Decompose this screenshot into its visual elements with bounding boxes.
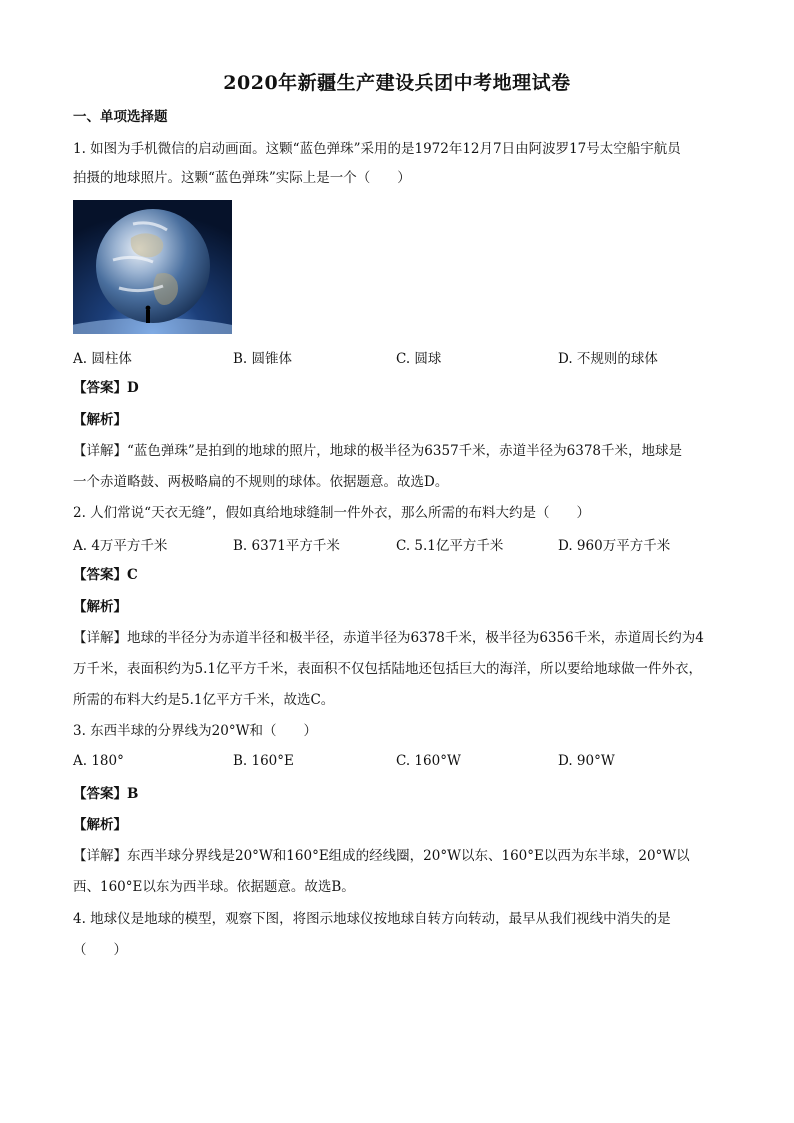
question-1-options xyxy=(73,347,733,367)
question-2-detail-line-3: 所需的布料大约是5.1亿平方千米，故选C。 xyxy=(73,692,335,708)
question-2-detail-line-2: 万千米，表面积约为5.1亿平方千米，表面积不仅包括陆地还包括巨大的海洋，所以要给地球做一件外衣， xyxy=(73,661,702,677)
question-1-detail-line-1: 【详解】“蓝色弹珠”是拍到的地球的照片，地球的极半径为6357千米，赤道半径为6378千米，地球是 xyxy=(73,443,683,459)
option-d: D. 960万平方千米 xyxy=(558,538,671,554)
option-b: B. 6371平方千米 xyxy=(233,538,340,554)
question-2-text-line-1: 2. 人们常说“天衣无缝”，假如真给地球缝制一件外衣，那么所需的布料大约是（ ） xyxy=(73,505,590,521)
question-2-analysis-label: 【解析】 xyxy=(73,599,127,615)
option-c: C. 160°W xyxy=(396,753,461,769)
option-a: A. 圆柱体 xyxy=(73,351,132,367)
question-1-answer: 【答案】D xyxy=(73,380,139,396)
option-b: B. 160°E xyxy=(233,753,294,769)
option-c: C. 5.1亿平方千米 xyxy=(396,538,504,554)
question-3-detail-line-2: 西、160°E以东为西半球。依据题意。故选B。 xyxy=(73,879,355,895)
question-1-text-line-2: 拍摄的地球照片。这颗“蓝色弹珠”实际上是一个（ ） xyxy=(73,170,411,186)
question-2-options xyxy=(73,534,733,554)
person-silhouette xyxy=(146,310,150,323)
question-3-text-line-1: 3. 东西半球的分界线为20°W和（ ） xyxy=(73,723,317,739)
question-3-analysis-label: 【解析】 xyxy=(73,817,127,833)
option-a: A. 4万平方千米 xyxy=(73,538,168,554)
option-d: D. 90°W xyxy=(558,753,615,769)
option-b: B. 圆锥体 xyxy=(233,351,293,367)
question-2-detail-line-1: 【详解】地球的半径分为赤道半径和极半径，赤道半径为6378千米，极半径为6356千米，赤道周长约为4 xyxy=(73,630,704,646)
question-1-text-line-1: 1. 如图为手机微信的启动画面。这颗“蓝色弹珠”采用的是1972年12月7日由阿波罗17号太空船宇航员 xyxy=(73,141,681,157)
question-3-options xyxy=(73,753,733,773)
earth-globe-image xyxy=(73,200,232,334)
option-a: A. 180° xyxy=(73,753,124,769)
question-2-answer: 【答案】C xyxy=(73,567,138,583)
section-heading: 一、单项选择题 xyxy=(73,109,168,125)
question-4-text-line-1: 4. 地球仪是地球的模型，观察下图，将图示地球仪按地球自转方向转动，最早从我们视线中消失的是 xyxy=(73,911,671,927)
question-1-analysis-label: 【解析】 xyxy=(73,412,127,428)
earth-photo xyxy=(73,200,232,334)
question-3-answer: 【答案】B xyxy=(73,786,139,802)
question-1-detail-line-2: 一个赤道略鼓、两极略扁的不规则的球体。依据题意。故选D。 xyxy=(73,474,449,490)
page-title: 2020年新疆生产建设兵团中考地理试卷 xyxy=(223,72,571,94)
option-c: C. 圆球 xyxy=(396,351,442,367)
question-4-text-line-2: （ ） xyxy=(73,942,127,958)
option-d: D. 不规则的球体 xyxy=(558,351,658,367)
question-3-detail-line-1: 【详解】东西半球分界线是20°W和160°E组成的经线圈，20°W以东、160°E以西为东半球，20°W以 xyxy=(73,848,690,864)
